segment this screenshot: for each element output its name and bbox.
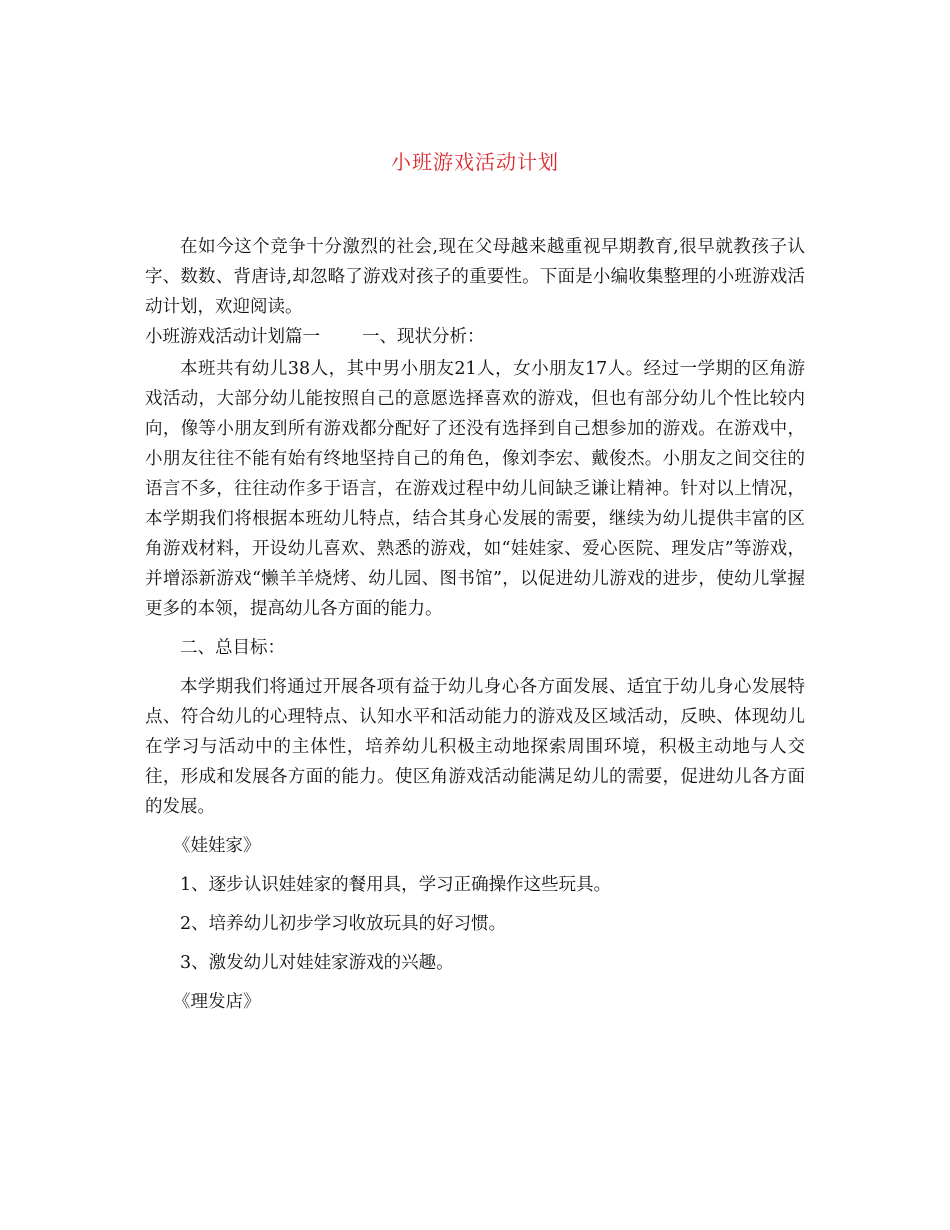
game1-title: 《娃娃家》	[173, 836, 261, 856]
game1-item-3: 3、激发幼儿对娃娃家游戏的兴趣。	[180, 953, 454, 973]
article-label: 小班游戏活动计划篇一	[145, 327, 320, 347]
game1-item-1: 1、逐步认识娃娃家的餐用具，学习正确操作这些玩具。	[180, 875, 612, 895]
section1-heading: 一、现状分析：	[362, 327, 485, 347]
game2-title: 《理发店》	[173, 992, 261, 1012]
section1-paragraph: 本班共有幼儿38人，其中男小朋友21人，女小朋友17人。经过一学期的区角游戏活动，大部分幼儿能按照自己的意愿选择喜欢的游戏，但也有部分幼儿个性比较内向，像等小朋友到所有游戏都分配好了还没有选择到自己想参加的游戏。在游戏中，小朋友往往不能有始有终地坚持自己的角色，像刘李宏、戴俊杰。小朋友之间交往的语言不多，往往动作多于语言，在游戏过程中幼儿间缺乏谦让精神。针对以上情况，本学期我们将根据本班幼儿特点，结合其身心发展的需要，继续为幼儿提供丰富的区角游戏材料，开设幼儿喜欢、熟悉的游戏，如“娃娃家、爱心医院、理发店”等游戏，并增添新游戏“懒羊羊烧烤、幼儿园、图书馆”，以促进幼儿游戏的进步，使幼儿掌握更多的本领，提高幼儿各方面的能力。	[145, 359, 805, 619]
article-subhead	[145, 322, 805, 352]
document-body	[145, 232, 805, 1026]
intro-paragraph: 在如今这个竞争十分激烈的社会,现在父母越来越重视早期教育,很早就教孩子认字、数数、背唐诗,却忽略了游戏对孩子的重要性。下面是小编收集整理的小班游戏活动计划，欢迎阅读。	[145, 237, 805, 317]
document-title: 小班游戏活动计划	[391, 150, 559, 174]
section2-paragraph: 本学期我们将通过开展各项有益于幼儿身心各方面发展、适宜于幼儿身心发展特点、符合幼儿的心理特点、认知水平和活动能力的游戏及区域活动，反映、体现幼儿在学习与活动中的主体性，培养幼儿积极主动地探索周围环境，积极主动地与人交往，形成和发展各方面的能力。使区角游戏活动能满足幼儿的需要，促进幼儿各方面的发展。	[145, 677, 805, 817]
section2-heading: 二、总目标：	[180, 638, 285, 658]
game1-item-2: 2、培养幼儿初步学习收放玩具的好习惯。	[180, 914, 507, 934]
